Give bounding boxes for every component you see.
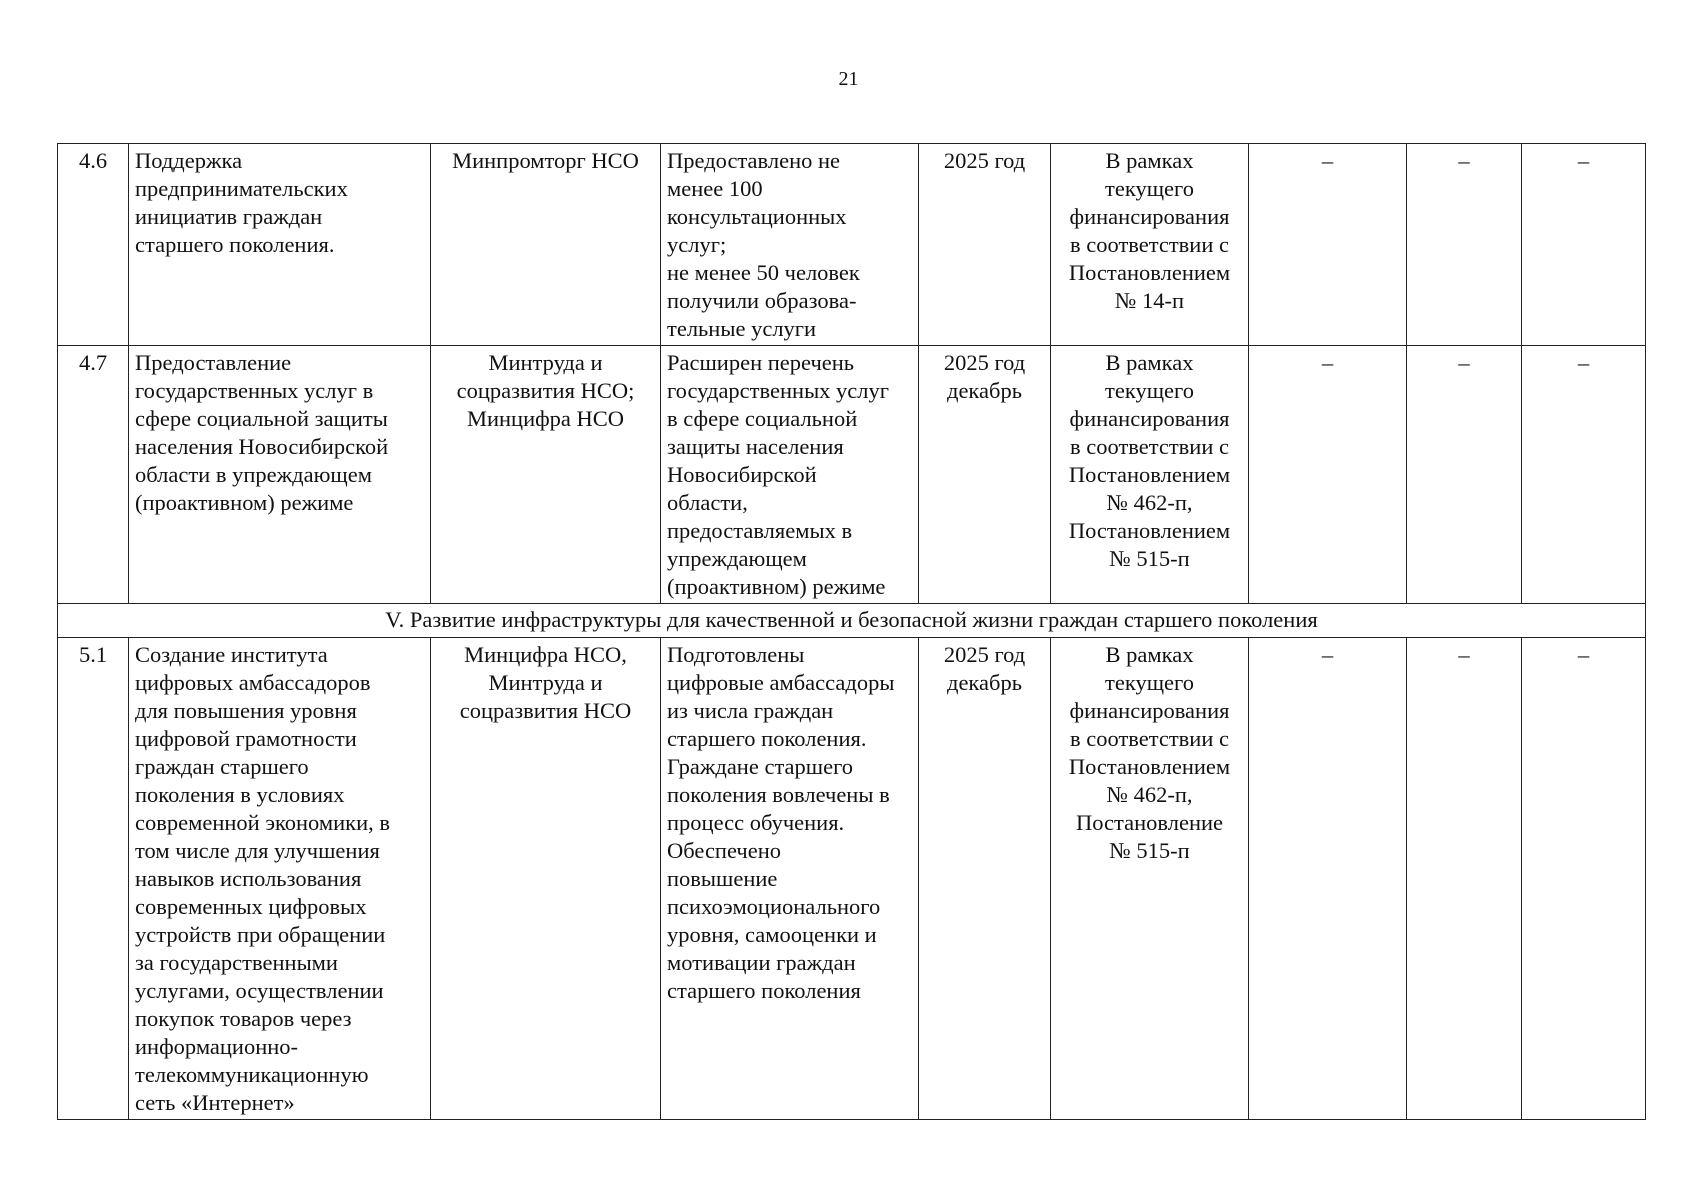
amount-cell: – bbox=[1249, 144, 1407, 346]
deadline-cell: 2025 год декабрь bbox=[919, 346, 1051, 604]
table-row bbox=[58, 638, 1646, 1120]
amount-cell: – bbox=[1407, 638, 1522, 1120]
section-heading-row bbox=[58, 604, 1646, 638]
expected-result-cell: Подготовлены цифровые амбассадоры из числа граждан старшего поколения. Граждане старшего поколения вовлечены в процесс обучения. Обеспечено повышение психоэмоционального уровня, самооценки и мотивации граждан старшего поколения bbox=[661, 638, 919, 1120]
amount-cell: – bbox=[1522, 638, 1646, 1120]
financing-cell: В рамках текущего финансирования в соответствии с Постановлением № 462-п, Постановление № 515-п bbox=[1051, 638, 1249, 1120]
action-plan-table bbox=[57, 143, 1646, 1120]
deadline-cell: 2025 год bbox=[919, 144, 1051, 346]
amount-cell: – bbox=[1249, 638, 1407, 1120]
amount-cell: – bbox=[1407, 346, 1522, 604]
page-number: 21 bbox=[838, 68, 859, 90]
expected-result-cell: Расширен перечень государственных услуг в сфере социальной защиты населения Новосибирской области, предоставляемых в упреждающем (проактивном) режиме bbox=[661, 346, 919, 604]
item-number-cell: 5.1 bbox=[58, 638, 129, 1120]
expected-result-cell: Предоставлено не менее 100 консультационных услуг; не менее 50 человек получили образова- тельные услуги bbox=[661, 144, 919, 346]
executor-cell: Минтруда и соцразвития НСО; Минцифра НСО bbox=[431, 346, 661, 604]
activity-name-cell: Предоставление государственных услуг в сфере социальной защиты населения Новосибирской области в упреждающем (проактивном) режиме bbox=[129, 346, 431, 604]
executor-cell: Минцифра НСО, Минтруда и соцразвития НСО bbox=[431, 638, 661, 1120]
table-row bbox=[58, 144, 1646, 346]
item-number-cell: 4.6 bbox=[58, 144, 129, 346]
item-number-cell: 4.7 bbox=[58, 346, 129, 604]
amount-cell: – bbox=[1522, 144, 1646, 346]
amount-cell: – bbox=[1407, 144, 1522, 346]
financing-cell: В рамках текущего финансирования в соответствии с Постановлением № 14-п bbox=[1051, 144, 1249, 346]
activity-name-cell: Создание института цифровых амбассадоров для повышения уровня цифровой грамотности граждан старшего поколения в условиях современной экономики, в том числе для улучшения навыков использования современных цифровых устройств при обращении за государственными услугами, осуществлении покупок товаров через информационно- телекоммуникационную сеть «Интернет» bbox=[129, 638, 431, 1120]
activity-name-cell: Поддержка предпринимательских инициатив граждан старшего поколения. bbox=[129, 144, 431, 346]
amount-cell: – bbox=[1249, 346, 1407, 604]
deadline-cell: 2025 год декабрь bbox=[919, 638, 1051, 1120]
financing-cell: В рамках текущего финансирования в соответствии с Постановлением № 462-п, Постановлением № 515-п bbox=[1051, 346, 1249, 604]
executor-cell: Минпромторг НСО bbox=[431, 144, 661, 346]
table-row bbox=[58, 346, 1646, 604]
amount-cell: – bbox=[1522, 346, 1646, 604]
section-heading: V. Развитие инфраструктуры для качественной и безопасной жизни граждан старшего поколения bbox=[58, 604, 1646, 638]
